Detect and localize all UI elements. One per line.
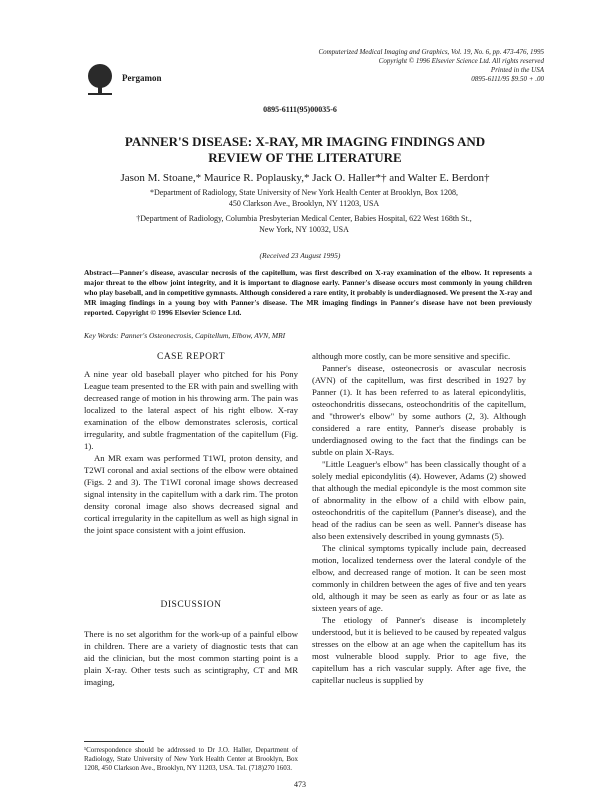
body-paragraph: The clinical symptoms typically include pain, decreased motion, localized tenderness over the lateral condyle of the elbow, and decreased range of motion. It can be seen most commonly in children between the ages of five and ten years old, although it may be seen as early as four or as late as sixteen years of age.: [312, 543, 526, 613]
body-paragraph: although more costly, can be more sensitive and specific.: [312, 351, 511, 361]
copyright-line: Copyright © 1996 Elsevier Science Ltd. All rights reserved: [378, 57, 544, 65]
author-list: Jason M. Stoane,* Maurice R. Poplausky,* Jack O. Haller*† and Walter E. Berdon†: [120, 172, 490, 184]
affiliation-2-line-1: †Department of Radiology, Columbia Presbyterian Medical Center, Babies Hospital, 622 West 168th St.,: [136, 214, 472, 223]
affiliation-2: [84, 214, 524, 235]
publisher-name: Pergamon: [122, 73, 162, 83]
case-paragraph: A nine year old baseball player who pitched for his Pony League team presented to the ER with pain and swelling with decreased range of motion in his throwing arm. The pain was localized to the lateral aspect of his right elbow. X-ray examination of the elbow demonstrates sclerosis, cortical irregularity, and subtle fragmentation of the capitellum (Fig. 1).: [84, 369, 298, 451]
case-paragraph: An MR exam was performed T1WI, proton density, and T2WI coronal and axial sections of the elbow were obtained (Figs. 2 and 3). The T1WI coronal image shows decreased signal intensity in the capitellum with a dark rim. The proton density coronal image also shows decreased signal and cortical irregularity in the capitellum as well as high signal in the joint space consistent with a joint effusion.: [84, 453, 298, 535]
keywords: Key Words: Panner's Osteonecrosis, Capitellum, Elbow, AVN, MRI: [84, 331, 286, 340]
received-date: (Received 23 August 1995): [259, 251, 341, 260]
discussion-heading: DISCUSSION: [160, 600, 222, 610]
body-paragraph: "Little Leaguer's elbow" has been classically thought of a solely medial epicondylitis (4). However, Adams (2) showed that although the medial epicondyle is the most common site of abnormality in the elbow of a child with elbow pain, osteochondritis of the capitellum (Panner's disease), and the head of the radius can be seen as well. Panner's disease has also been extensively described in young gymnasts (5).: [312, 459, 526, 541]
issn-line: 0895-6111/95 $9.50 + .00: [471, 75, 544, 83]
discussion-paragraph: There is no set algorithm for the work-up of a painful elbow in children. There are a variety of diagnostic tests that can aid the clinician, but the most common starting point is a plain X-ray. Other tests such as scintigraphy, CT and MR imaging,: [84, 629, 298, 687]
footnote-divider: [84, 741, 144, 742]
case-report-heading: CASE REPORT: [156, 352, 225, 362]
body-paragraph: The etiology of Panner's disease is incompletely understood, but it is believed to be caused by repeated valgus stresses on the elbow at an age when the capitellum has its most vulnerable blood supply. Prior to age five, the capitellum has a rich vascular supply. After age five, the capitellar nucleus is supplied by: [312, 615, 526, 685]
printed-line: Printed in the USA: [490, 66, 544, 74]
page-number: 473: [294, 780, 306, 789]
journal-citation: [244, 48, 544, 84]
article-title: PANNER'S DISEASE: X-RAY, MR IMAGING FINDINGS AND REVIEW OF THE LITERATURE: [124, 134, 486, 165]
affiliation-1-line-1: *Department of Radiology, State University of New York Health Center at Brooklyn, Box 1208,: [149, 188, 459, 197]
journal-line: Computerized Medical Imaging and Graphics, Vol. 19, No. 6, pp. 473-476, 1995: [318, 48, 544, 56]
correspondence-footnote: ¹Correspondence should be addressed to Dr J.O. Haller, Department of Radiology, State University of New York Health Center at Brooklyn, Box 1208, 450 Clarkson Ave., Brooklyn, NY 11203, USA. Tel. (718)270 1603.: [84, 746, 298, 772]
discussion-body: [84, 628, 298, 688]
right-column-body: [312, 350, 526, 686]
affiliation-1-line-2: 450 Clarkson Ave., Brooklyn, NY 11203, USA: [228, 198, 380, 208]
affiliation-2-line-2: New York, NY 10032, USA: [259, 224, 349, 234]
doi-code: 0895-6111(95)00035-6: [263, 105, 337, 114]
affiliation-1: [84, 188, 524, 209]
abstract: Abstract—Panner's disease, avascular necrosis of the capitellum, was first described on X-ray examination of the elbow. It represents a major threat to the elbow joint integrity, and it is important to diagnose early. Panner's disease occurs most commonly in young children who play baseball, and in competitive gymnasts. Although considered a rare entity, it probably is underdiagnosed. We present the X-ray and MR imaging findings in a young boy with Panner's disease. The MR imaging findings in Panner's disease have not been previously reported. Copyright © 1996 Elsevier Science Ltd.: [84, 268, 532, 317]
tree-logo-icon: [80, 60, 120, 100]
body-paragraph: Panner's disease, osteonecrosis or avascular necrosis (AVN) of the capitellum, was first described in 1927 by Panner (1). It has been referred to as lateral epicondylitis, osteochondritis dissecans, osteochondritis of the capitellum, and "thrower's elbow" by some authors (2, 3). Although considered a rare entity, Panner's disease probably is underdiagnosed owing to the fact that the findings can be subtle on plain X-Rays.: [312, 363, 526, 457]
case-report-body: [84, 368, 298, 536]
